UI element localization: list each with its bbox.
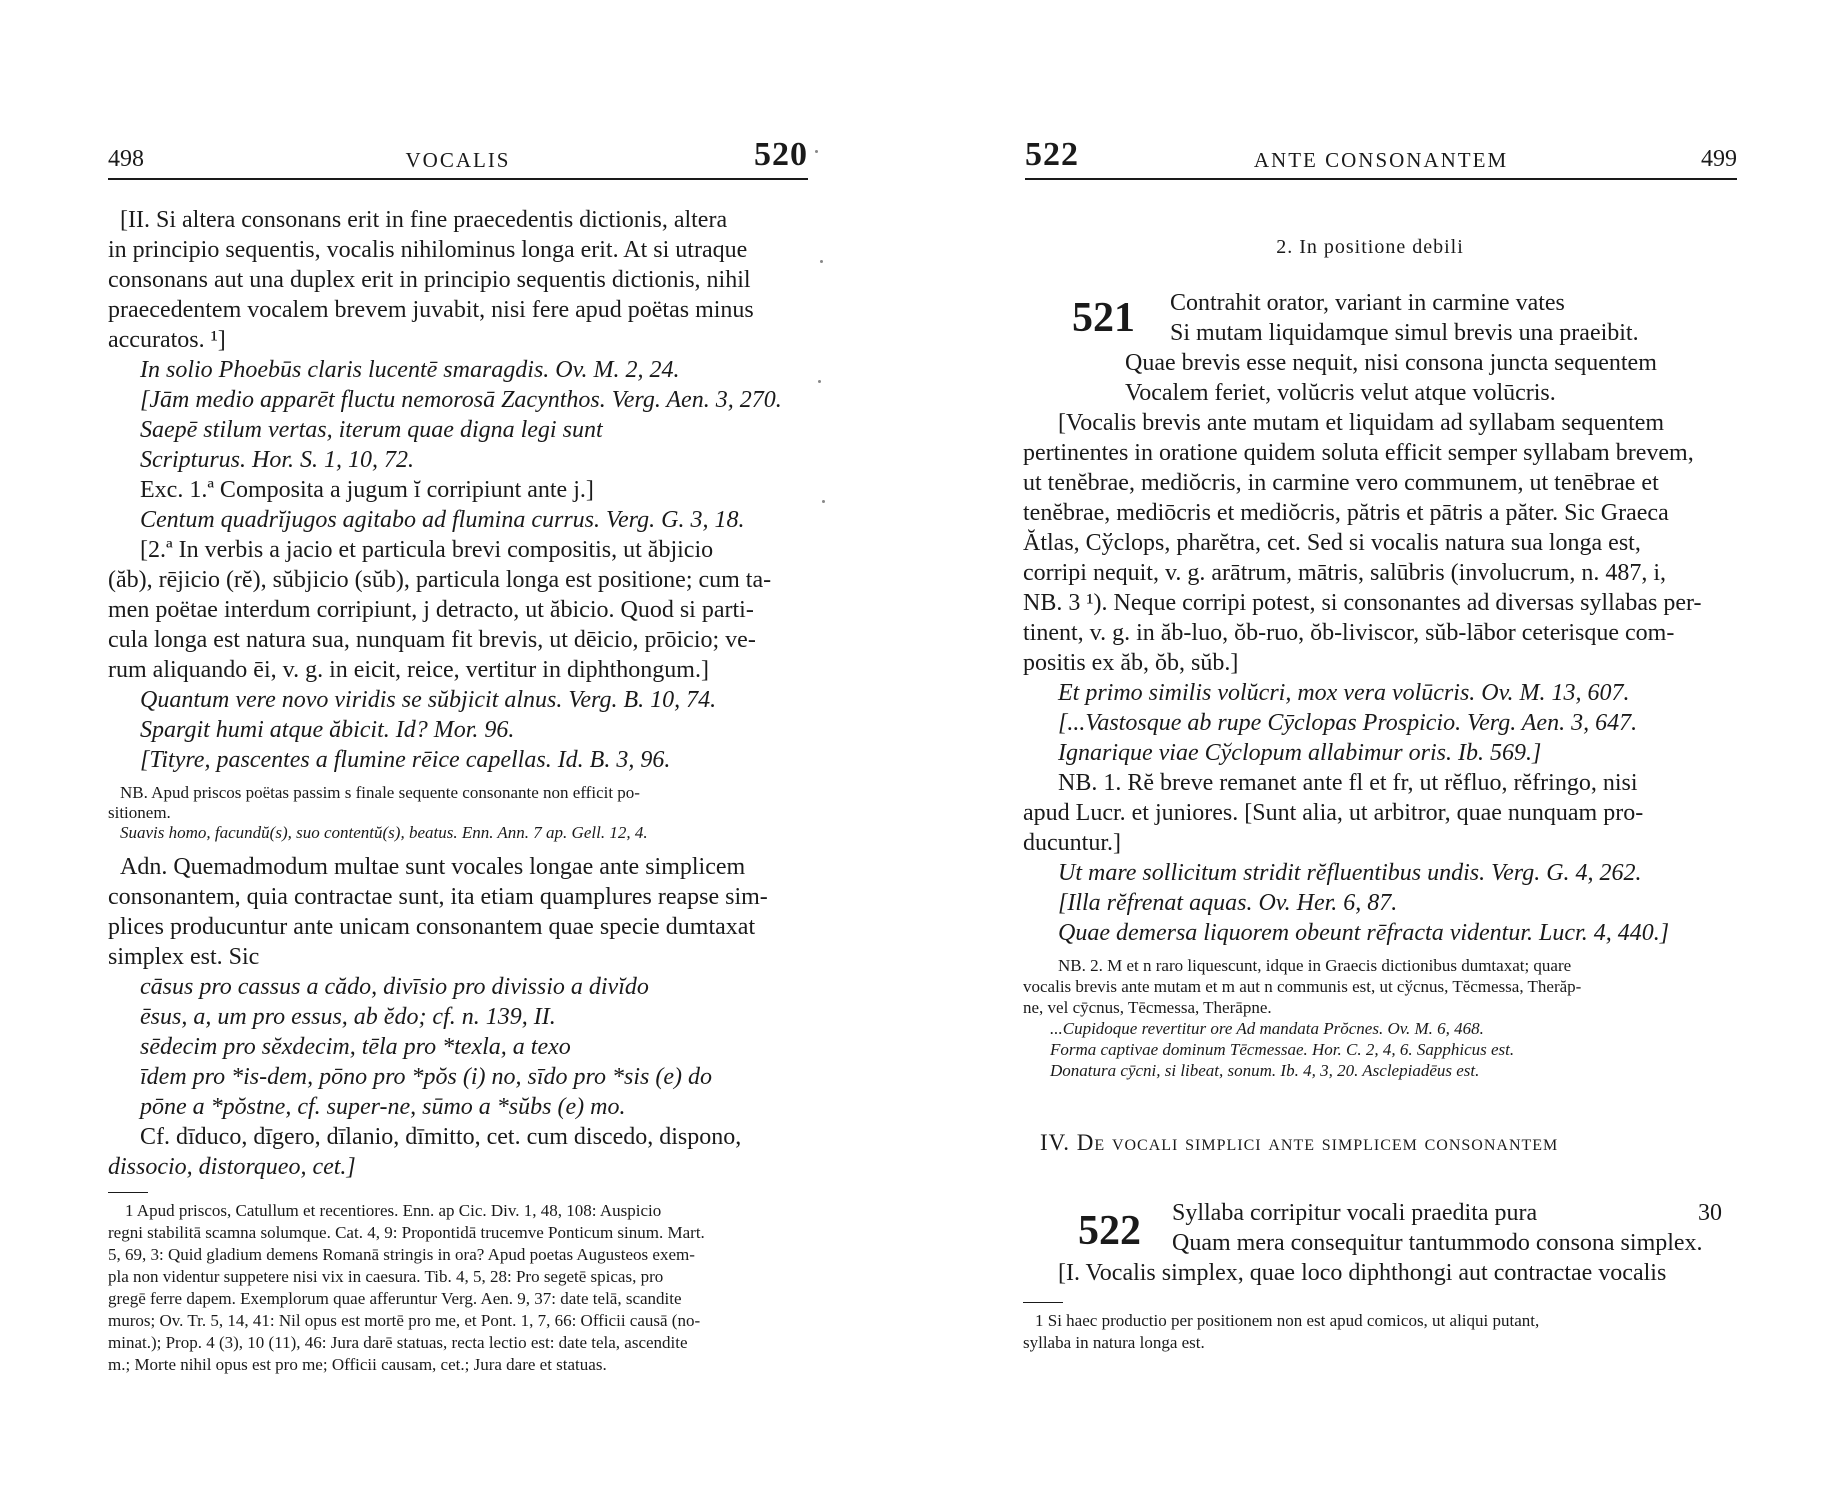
body-line: ducuntur.] xyxy=(1023,830,1121,856)
quote-line: Spargit humi atque ăbicit. Id? Mor. 96. xyxy=(140,717,515,743)
body-line: positis ex ăb, ŏb, sŭb.] xyxy=(1023,650,1239,676)
nb-line: Suavis homo, facundŭ(s), suo contentŭ(s), beatus. Enn. Ann. 7 ap. Gell. 12, 4. xyxy=(120,823,648,842)
nb-line: Donatura cȳcni, si libeat, sonum. Ib. 4, 3, 20. Asclepiadēus est. xyxy=(1050,1061,1480,1080)
nb-line: sitionem. xyxy=(108,803,171,822)
left-page-header xyxy=(108,132,808,184)
body-line: [2.ª In verbis a jacio et particula brevi compositis, ut ăbjicio xyxy=(140,537,714,563)
section-number: 520 xyxy=(754,136,808,173)
quote-line: Ignarique viae Cўclopum allabimur oris. Ib. 569.] xyxy=(1058,740,1542,766)
verse-line: Contrahit orator, variant in carmine vates xyxy=(1170,290,1565,316)
running-title: ANTE CONSONANTEM xyxy=(1253,148,1509,172)
body-line: corripi nequit, v. g. arātrum, mātris, salūbris (involucrum, n. 487, i, xyxy=(1023,560,1666,586)
footnote-line: pla non videntur suppetere nisi vix in caesura. Tib. 4, 5, 28: Pro segetē spicas, pro xyxy=(108,1267,664,1286)
section-number-521: 521 xyxy=(1072,295,1135,341)
body-line: [II. Si altera consonans erit in fine praecedentis dictionis, altera xyxy=(120,207,728,233)
adn-line: plices producuntur ante unicam consonantem quae specie dumtaxat xyxy=(108,914,756,940)
verse-number: 30 xyxy=(1698,1200,1722,1226)
verse-line: Vocalem feriet, volŭcris velut atque volūcris. xyxy=(1125,380,1556,406)
adn-line: Adn. Quemadmodum multae sunt vocales longae ante simplicem xyxy=(120,854,746,880)
quote-line: Centum quadrĭjugos agitabo ad flumina currus. Verg. G. 3, 18. xyxy=(140,507,745,533)
quote-line: Quae demersa liquorem obeunt rēfracta videntur. Lucr. 4, 440.] xyxy=(1058,920,1670,946)
nb-line: ne, vel cȳcnus, Tēcmessa, Therāpne. xyxy=(1023,998,1272,1017)
running-title: VOCALIS xyxy=(405,148,511,172)
header-rule xyxy=(1025,178,1737,180)
body-line: tenĕbrae, mediōcris et mediŏcris, pătris et pātris a păter. Sic Graeca xyxy=(1023,500,1669,526)
nb-line: Forma captivae dominum Tēcmessae. Hor. C. 2, 4, 6. Sapphicus est. xyxy=(1050,1040,1515,1059)
subhead: 2. In positione debili xyxy=(1276,236,1464,258)
verse-line: Quam mera consequitur tantummodo consona simplex. xyxy=(1172,1230,1703,1256)
body-line: tinent, v. g. in ăb-luo, ŏb-ruo, ŏb-liviscor, sŭb-lābor ceterisque com- xyxy=(1023,620,1675,646)
footnote-line: 1 Si haec productio per positionem non est apud comicos, ut aliqui putant, xyxy=(1035,1311,1540,1330)
verse-line: Quae brevis esse nequit, nisi consona juncta sequentem xyxy=(1125,350,1657,376)
body-line: in principio sequentis, vocalis nihilominus longa erit. At si utraque xyxy=(108,237,748,263)
quote-line: In solio Phoebūs claris lucentē smaragdis. Ov. M. 2, 24. xyxy=(140,357,680,383)
adn-line: cāsus pro cassus a cădo, divīsio pro divissio a divĭdo xyxy=(140,974,649,1000)
quote-line: Ut mare sollicitum stridit rĕfluentibus undis. Verg. G. 4, 262. xyxy=(1058,860,1642,886)
chapter-heading: IV. De vocali simplici ante simplicem consonantem xyxy=(1040,1130,1559,1155)
quote-line: [...Vastosque ab rupe Cȳclopas Prospicio. Verg. Aen. 3, 647. xyxy=(1058,710,1638,736)
quote-line: Quantum vere novo viridis se sŭbjicit alnus. Verg. B. 10, 74. xyxy=(140,687,717,713)
body-line: (ăb), rējicio (rĕ), sŭbjicio (sŭb), particula longa est positione; cum ta- xyxy=(108,567,772,593)
body-line: [I. Vocalis simplex, quae loco diphthongi aut contractae vocalis xyxy=(1058,1260,1667,1286)
body-line: Exc. 1.ª Composita a jugum ĭ corripiunt ante j.] xyxy=(140,477,594,503)
footnote-line: 1 Apud priscos, Catullum et recentiores. Enn. ap Cic. Div. 1, 48, 108: Auspicio xyxy=(125,1201,662,1220)
body-line: NB. 3 ¹). Neque corripi potest, si consonantes ad diversas syllabas per- xyxy=(1023,590,1702,616)
section-number-522: 522 xyxy=(1078,1208,1141,1254)
scan-speck xyxy=(820,260,823,263)
adn-line: dissocio, distorqueo, cet.] xyxy=(108,1154,356,1180)
page-number: 499 xyxy=(1701,146,1737,172)
page-number: 498 xyxy=(108,146,144,172)
scan-speck xyxy=(818,380,821,383)
nb-line: NB. Apud priscos poëtas passim s finale sequente consonante non efficit po- xyxy=(120,783,640,802)
nb-line: vocalis brevis ante mutam et m aut n communis est, ut cўcnus, Tĕcmessa, Therăp- xyxy=(1023,977,1582,996)
body-line: praecedentem vocalem brevem juvabit, nisi fere apud poëtas minus xyxy=(108,297,754,323)
body-line: cula longa est natura sua, nunquam fit brevis, ut dēicio, prōicio; ve- xyxy=(108,627,756,653)
quote-line: [Tityre, pascentes a flumine rēice capellas. Id. B. 3, 96. xyxy=(140,747,671,773)
right-page-header xyxy=(1025,132,1737,184)
body-line: consonans aut una duplex erit in principio sequentis dictionis, nihil xyxy=(108,267,751,293)
nb-line: NB. 2. M et n raro liquescunt, idque in Graecis dictionibus dumtaxat; quare xyxy=(1058,956,1572,975)
footnote-line: minat.); Prop. 4 (3), 10 (11), 46: Jura darē statuas, recta lectio est: date tela, ascendite xyxy=(108,1333,688,1352)
body-line: apud Lucr. et juniores. [Sunt alia, ut arbitror, quae nunquam pro- xyxy=(1023,800,1644,826)
scan-speck xyxy=(822,500,825,503)
body-line: [Vocalis brevis ante mutam et liquidam ad syllabam sequentem xyxy=(1058,410,1665,436)
adn-line: simplex est. Sic xyxy=(108,944,260,970)
body-line: men poëtae interdum corripiunt, j detracto, ut ăbicio. Quod si parti- xyxy=(108,597,754,623)
adn-line: sēdecim pro sĕxdecim, tēla pro *texla, a texo xyxy=(140,1034,571,1060)
verse-line: Syllaba corripitur vocali praedita pura xyxy=(1172,1200,1538,1226)
header-rule xyxy=(108,178,808,180)
quote-line: Scripturus. Hor. S. 1, 10, 72. xyxy=(140,447,415,473)
footnote-rule xyxy=(108,1192,148,1193)
body-line: rum aliquando ēi, v. g. in eicit, reice, vertitur in diphthongum.] xyxy=(108,657,709,683)
adn-line: īdem pro *is-dem, pōno pro *pŏs (i) no, sīdo pro *sis (e) do xyxy=(140,1064,712,1090)
footnote-line: gregē ferre dapem. Exemplorum quae afferuntur Verg. Aen. 9, 37: date telā, scandite xyxy=(108,1289,682,1308)
scan-speck xyxy=(815,150,818,153)
nb-line: ...Cupidoque revertitur ore Ad mandata Prŏcnes. Ov. M. 6, 468. xyxy=(1050,1019,1484,1038)
footnote-rule xyxy=(1023,1302,1063,1303)
adn-line: ēsus, a, um pro essus, ab ĕdo; cf. n. 139, II. xyxy=(140,1004,556,1030)
body-line: accuratos. ¹] xyxy=(108,327,226,353)
footnote-line: regni stabilitā scamna solumque. Cat. 4, 9: Propontidā trucemve Ponticum sinum. Mart. xyxy=(108,1223,705,1242)
body-line: ut tenĕbrae, mediŏcris, in carmine vero communem, ut tenēbrae et xyxy=(1023,470,1659,496)
quote-line: [Illa rĕfrenat aquas. Ov. Her. 6, 87. xyxy=(1058,890,1398,916)
section-number: 522 xyxy=(1025,136,1079,173)
adn-line: Cf. dīduco, dīgero, dīlanio, dīmitto, cet. cum discedo, dispono, xyxy=(140,1124,742,1150)
footnote-line: m.; Morte nihil opus est pro me; Officii causam, cet.; Jura dare et statuas. xyxy=(108,1355,607,1374)
quote-line: Et primo similis volŭcri, mox vera volūcris. Ov. M. 13, 607. xyxy=(1058,680,1630,706)
verse-line: Si mutam liquidamque simul brevis una praeibit. xyxy=(1170,320,1639,346)
quote-line: Saepē stilum vertas, iterum quae digna legi sunt xyxy=(140,417,603,443)
footnote-line: muros; Ov. Tr. 5, 14, 41: Nil opus est mortē pro me, et Pont. 1, 7, 66: Officii causā (no- xyxy=(108,1311,701,1330)
footnote-line: 5, 69, 3: Quid gladium demens Romanā stringis in ora? Apud poetas Augusteos exem- xyxy=(108,1245,695,1264)
adn-line: consonantem, quia contractae sunt, ita etiam quamplures reapse sim- xyxy=(108,884,768,910)
body-line: Ătlas, Cўclops, pharĕtra, cet. Sed si vocalis natura sua longa est, xyxy=(1023,530,1641,556)
body-line: NB. 1. Rĕ breve remanet ante fl et fr, ut rĕfluo, rĕfringo, nisi xyxy=(1058,770,1638,796)
adn-line: pōne a *pŏstne, cf. super-ne, sūmo a *sŭbs (e) mo. xyxy=(140,1094,626,1120)
body-line: pertinentes in oratione quidem soluta efficit semper syllabam brevem, xyxy=(1023,440,1694,466)
quote-line: [Jām medio apparēt fluctu nemorosā Zacynthos. Verg. Aen. 3, 270. xyxy=(140,387,782,413)
footnote-line: syllaba in natura longa est. xyxy=(1023,1333,1205,1352)
